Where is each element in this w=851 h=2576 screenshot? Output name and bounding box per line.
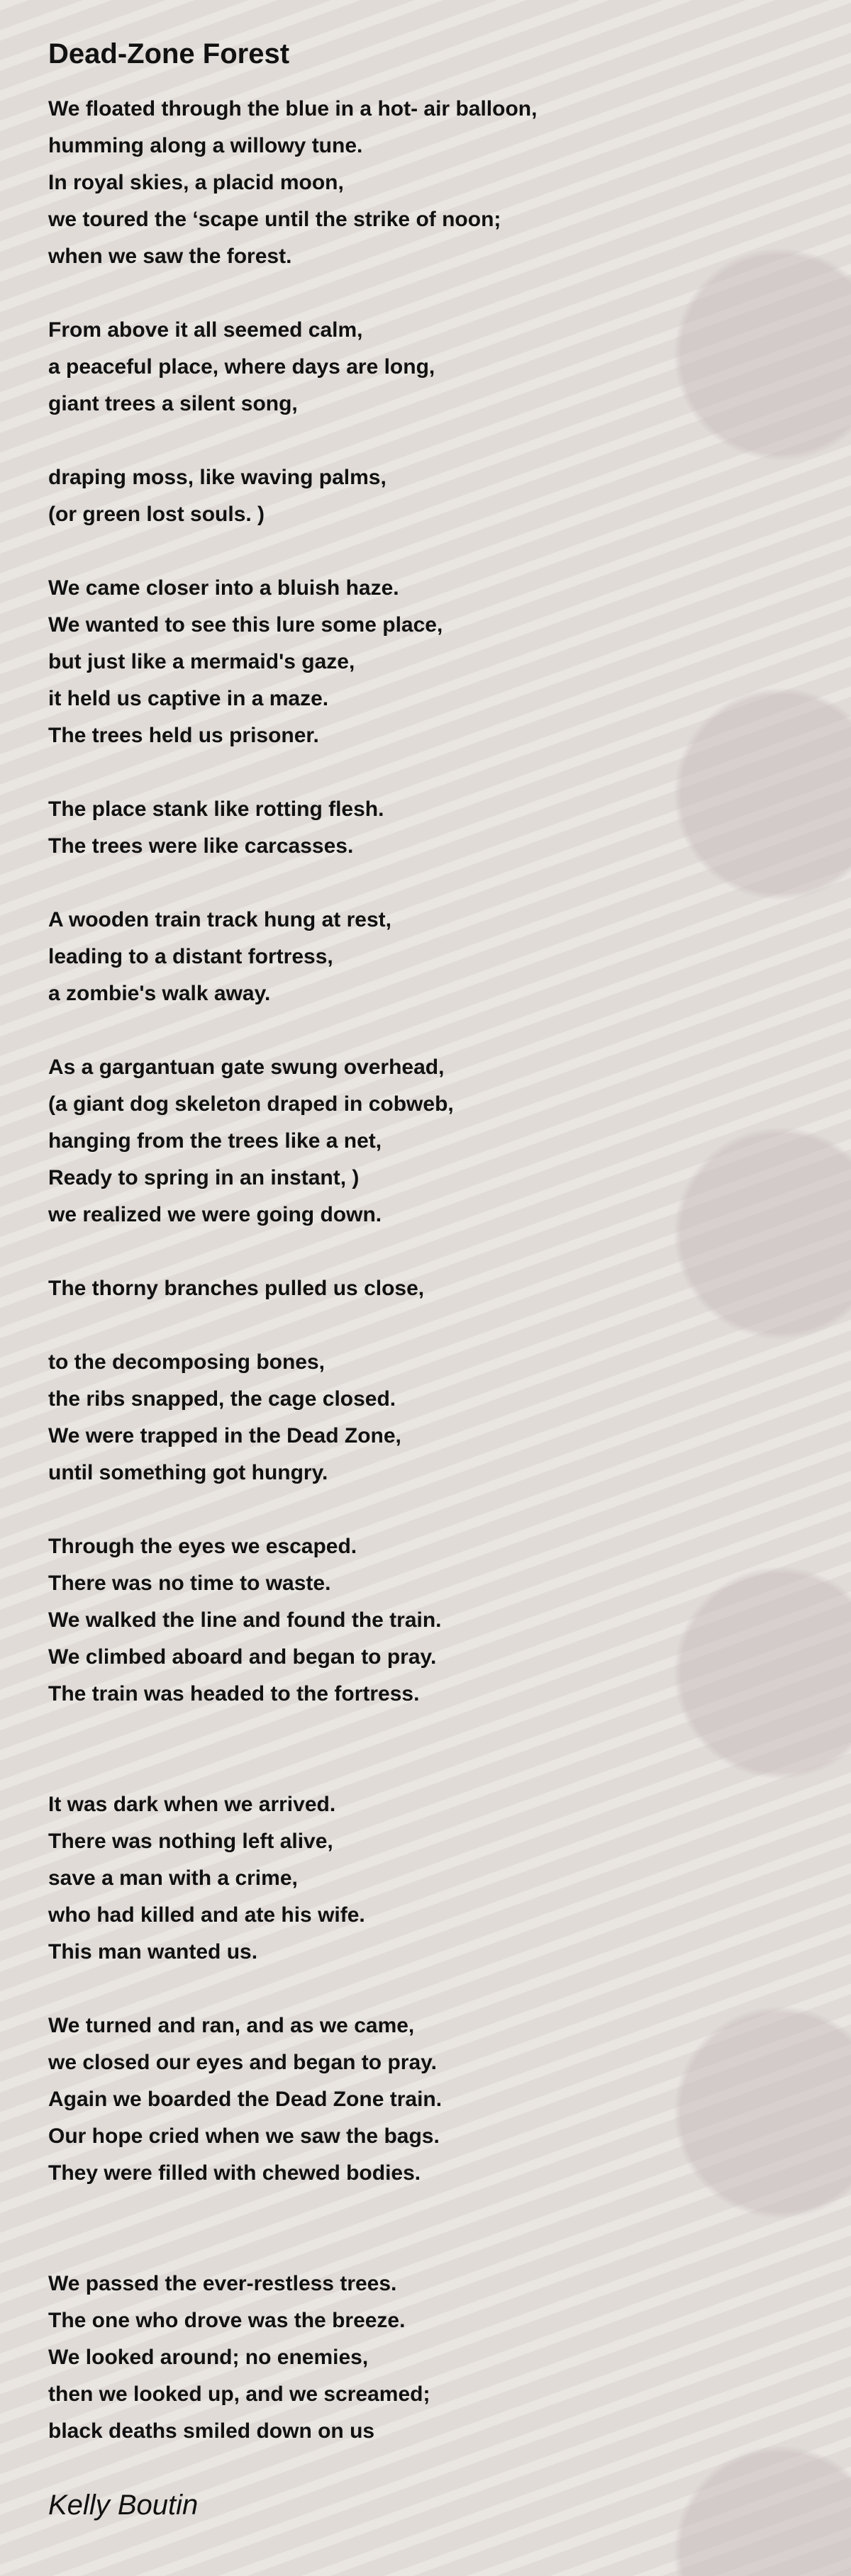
poem-line: we realized we were going down.	[48, 1203, 382, 1226]
poem-line: They were filled with chewed bodies.	[48, 2161, 421, 2185]
poem-line: We turned and ran, and as we came,	[48, 2014, 415, 2037]
stanza-8	[48, 1270, 814, 1307]
poem-line: a peaceful place, where days are long,	[48, 355, 435, 379]
stanza-break	[48, 1012, 814, 1049]
stanza-break	[48, 1971, 814, 2007]
poem-line: The train was headed to the fortress.	[48, 1682, 420, 1706]
stanza-break	[48, 1233, 814, 1270]
poem-line: hanging from the trees like a net,	[48, 1129, 382, 1153]
stanza-break	[48, 1307, 814, 1344]
stanza-3	[48, 459, 814, 533]
poem-author[interactable]: Kelly Boutin	[48, 2490, 199, 2521]
stanza-break	[48, 754, 814, 791]
poem-line: We wanted to see this lure some place,	[48, 613, 443, 637]
poem-line: the ribs snapped, the cage closed.	[48, 1387, 396, 1411]
stanza-10	[48, 1528, 814, 1713]
poem-line: save a man with a crime,	[48, 1866, 298, 1890]
poem-line: We came closer into a bluish haze.	[48, 576, 399, 600]
poem-line: Ready to spring in an instant, )	[48, 1166, 360, 1189]
stanza-break	[48, 533, 814, 570]
poem-line: There was nothing left alive,	[48, 1830, 333, 1853]
stanza-7	[48, 1049, 814, 1233]
poem-line: We floated through the blue in a hot- air balloon,	[48, 97, 538, 121]
poem-line: (or green lost souls. )	[48, 503, 265, 526]
stanza-11	[48, 1786, 814, 1971]
poem-line: The trees held us prisoner.	[48, 724, 319, 747]
poem-line: then we looked up, and we screamed;	[48, 2382, 430, 2406]
poem-line: This man wanted us.	[48, 1940, 258, 1964]
poem-line: The place stank like rotting flesh.	[48, 797, 384, 821]
poem-line: We walked the line and found the train.	[48, 1608, 442, 1632]
poem-line: The trees were like carcasses.	[48, 834, 354, 858]
poem-line: From above it all seemed calm,	[48, 318, 363, 342]
poem-line: The one who drove was the breeze.	[48, 2309, 406, 2332]
stanza-9	[48, 1344, 814, 1491]
stanza-break	[48, 2192, 814, 2266]
poem-line: we closed our eyes and began to pray.	[48, 2051, 437, 2074]
stanza-break	[48, 1491, 814, 1528]
poem-page	[48, 31, 814, 2526]
stanza-break	[48, 865, 814, 902]
stanza-break	[48, 422, 814, 459]
poem-line: we toured the ‘scape until the strike of noon;	[48, 208, 501, 231]
poem-line: We were trapped in the Dead Zone,	[48, 1424, 401, 1447]
poem-line: As a gargantuan gate swung overhead,	[48, 1055, 445, 1079]
poem-line: it held us captive in a maze.	[48, 687, 329, 710]
poem-body	[48, 91, 814, 2450]
poem-line: We climbed aboard and began to pray.	[48, 1645, 437, 1669]
poem-line: but just like a mermaid's gaze,	[48, 650, 355, 673]
poem-line: Through the eyes we escaped.	[48, 1535, 357, 1558]
stanza-4	[48, 570, 814, 754]
stanza-2	[48, 312, 814, 422]
poem-line: We passed the ever-restless trees.	[48, 2272, 397, 2295]
poem-line: A wooden train track hung at rest,	[48, 908, 391, 931]
poem-line: black deaths smiled down on us	[48, 2419, 375, 2443]
poem-line: Our hope cried when we saw the bags.	[48, 2124, 440, 2148]
poem-line: leading to a distant fortress,	[48, 945, 333, 968]
poem-line: There was no time to waste.	[48, 1572, 331, 1595]
poem-line: giant trees a silent song,	[48, 392, 298, 415]
poem-line: humming along a willowy tune.	[48, 134, 363, 157]
poem-line: We looked around; no enemies,	[48, 2346, 369, 2369]
poem-line: It was dark when we arrived.	[48, 1793, 336, 1816]
stanza-5	[48, 791, 814, 865]
poem-line: a zombie's walk away.	[48, 982, 271, 1005]
stanza-break	[48, 1713, 814, 1786]
poem-line: In royal skies, a placid moon,	[48, 171, 344, 194]
stanza-6	[48, 902, 814, 1012]
poem-line: draping moss, like waving palms,	[48, 466, 386, 489]
poem-line: when we saw the forest.	[48, 245, 292, 268]
poem-line: to the decomposing bones,	[48, 1350, 326, 1374]
poem-line: Again we boarded the Dead Zone train.	[48, 2088, 443, 2111]
poem-line: (a giant dog skeleton draped in cobweb,	[48, 1092, 454, 1116]
stanza-break	[48, 275, 814, 312]
stanza-13	[48, 2266, 814, 2450]
stanza-1	[48, 91, 814, 275]
poem-line: who had killed and ate his wife.	[48, 1903, 365, 1927]
poem-title: Dead-Zone Forest	[48, 38, 290, 69]
stanza-12	[48, 2007, 814, 2192]
poem-line: until something got hungry.	[48, 1461, 328, 1484]
poem-line: The thorny branches pulled us close,	[48, 1277, 425, 1300]
